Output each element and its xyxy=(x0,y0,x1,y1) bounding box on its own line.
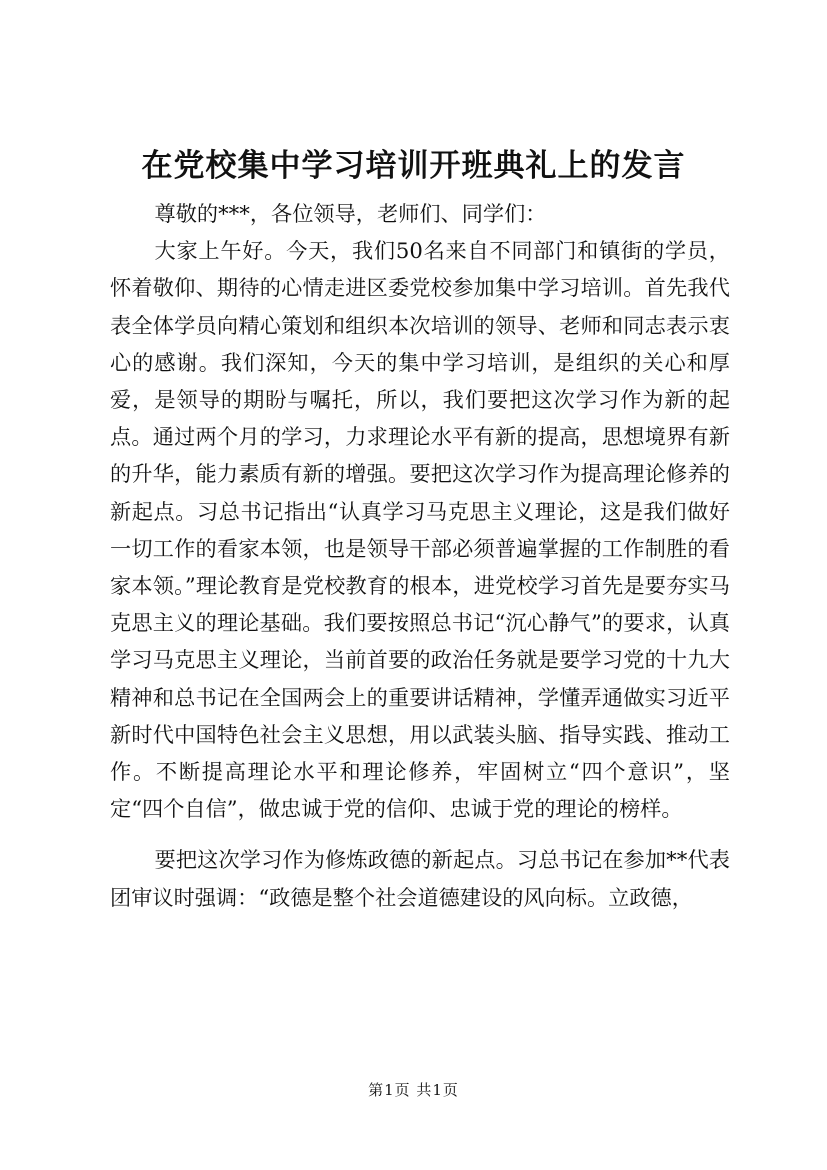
page-footer: 第1页 共1页 xyxy=(368,1081,459,1099)
body-paragraph-1: 大家上午好。今天，我们50名来自不同部门和镇街的学员，怀着敬仰、期待的心情走进区委党校参加集中学习培训。首先我代表全体学员向精心策划和组织本次培训的领导、老师和同志表示衷心的感谢。我们深知，今天的集中学习培训，是组织的关心和厚爱，是领导的期盼与嘱托，所以，我们要把这次学习作为新的起点。通过两个月的学习，力求理论水平有新的提高，思想境界有新的升华，能力素质有新的增强。要把这次学习作为提高理论修养的新起点。习总书记指出“认真学习马克思主义理论，这是我们做好一切工作的看家本领，也是领导干部必须普遍掌握的工作制胜的看家本领。”理论教育是党校教育的根本，进党校学习首先是要夯实马克思主义的理论基础。我们要按照总书记“沉心静气”的要求，认真学习马克思主义理论，当前首要的政治任务就是要学习党的十九大精神和总书记在全国两会上的重要讲话精神，学懂弄通做实习近平新时代中国特色社会主义思想，用以武装头脑、指导实践、推动工作。不断提高理论水平和理论修养，牢固树立“四个意识”，坚定“四个自信”，做忠诚于党的信仰、忠诚于党的理论的榜样。 xyxy=(110,238,730,822)
greeting-paragraph: 尊敬的***，各位领导，老师们、同学们： xyxy=(154,201,547,226)
document-body xyxy=(110,195,730,916)
body-paragraph-2: 要把这次学习作为修炼政德的新起点。习总书记在参加**代表团审议时强调：“政德是整个社会道德建设的风向标。立政德， xyxy=(110,847,730,910)
document-title: 在党校集中学习培训开班典礼上的发言 xyxy=(141,148,686,184)
